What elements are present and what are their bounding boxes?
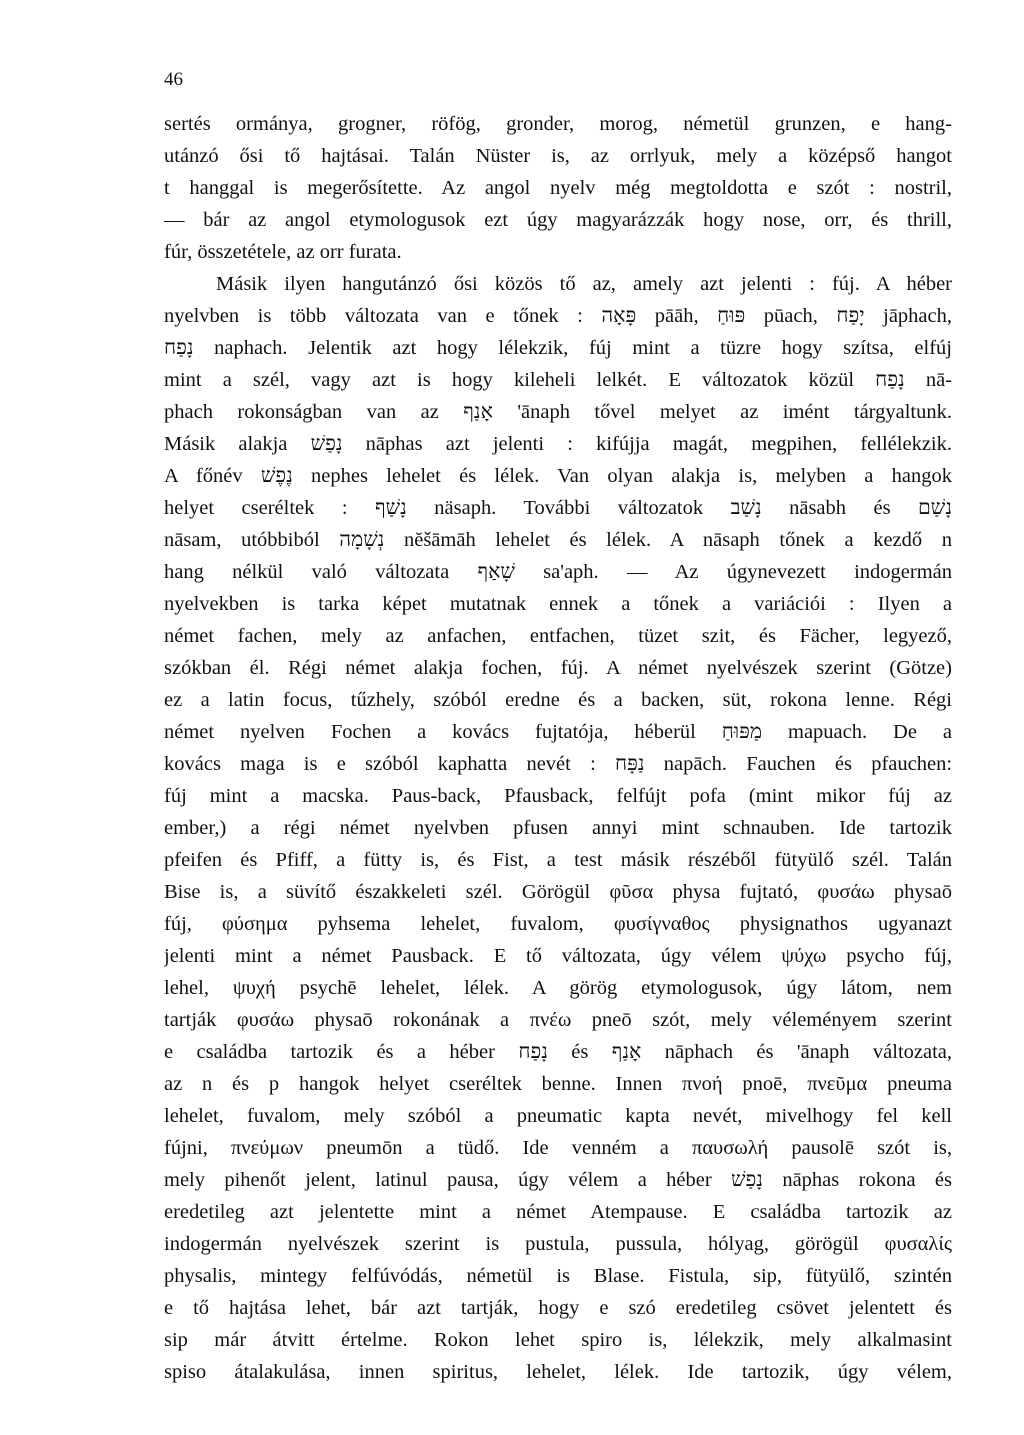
text-line: eredetileg azt jelentette mint a német Atempause. E családba tartozik az [164, 1201, 952, 1223]
text-line: nyelvekben is tarka képet mutatnak ennek a tőnek a variációi : Ilyen a [164, 593, 952, 615]
text-line: physalis, mintegy felfúvódás, németül is Blase. Fistula, sip, fütyülő, szintén [164, 1265, 952, 1287]
text-line: ez a latin focus, tűzhely, szóból eredne és a backen, süt, rokona lenne. Régi [164, 689, 952, 711]
text-line: német nyelven Fochen a kovács fujtatója, héberül מַפּוּחַ mapuach. De a [164, 721, 952, 743]
text-line: jelenti mint a német Pausback. E tő változata, úgy vélem ψύχω psycho fúj, [164, 945, 952, 967]
text-line: hang nélkül való változata שָׁאַף sa'aph. — Az úgynevezett indogermán [164, 561, 952, 583]
text-line: e családba tartozik és a héber נָפַח és אָנַף nāphach és 'ānaph változata, [164, 1041, 952, 1063]
text-line: sertés ormánya, grogner, röfög, gronder, morog, németül grunzen, e hang- [164, 113, 952, 135]
text-line: spiso átalakulása, innen spiritus, lehelet, lélek. Ide tartozik, úgy vélem, [164, 1361, 952, 1383]
text-line: fúr, összetétele, az orr furata. [164, 241, 402, 263]
text-line: mely pihenőt jelent, latinul pausa, úgy vélem a héber נָפַשׁ nāphas rokona és [164, 1169, 952, 1191]
text-line: nāsam, utóbbiból נְשָׁמָה nĕšāmāh lehelet és lélek. A nāsaph tőnek a kezdő n [164, 529, 952, 551]
text-line: נָפַח naphach. Jelentik azt hogy lélekzik, fúj mint a tüzre hogy szítsa, elfúj [164, 337, 952, 359]
text-line: fúj, φύσημα pyhsema lehelet, fuvalom, φυσίγναθος physignathos ugyanazt [164, 913, 952, 935]
text-line: ember,) a régi német nyelvben pfusen annyi mint schnauben. Ide tartozik [164, 817, 952, 839]
text-line: phach rokonságban van az אָנַף 'ānaph tővel melyet az imént tárgyaltunk. [164, 401, 952, 423]
text-line: helyet cseréltek : נָשַׁף näsaph. További változatok נָשַׁב nāsabh és נָשַׁם [164, 497, 952, 519]
text-line: német fachen, mely az anfachen, entfachen, tüzet szit, és Fächer, legyező, [164, 625, 952, 647]
text-line: Bise is, a süvítő északkeleti szél. Görögül φῦσα physa fujtató, φυσάω physaō [164, 881, 952, 903]
text-line: szókban él. Régi német alakja fochen, fúj. A német nyelvészek szerint (Götze) [164, 657, 952, 679]
text-line: lehel, ψυχή psychē lehelet, lélek. A görög etymologusok, úgy látom, nem [164, 977, 952, 999]
text-line: kovács maga is e szóból kaphatta nevét : נַפָּח napāch. Fauchen és pfauchen: [164, 753, 952, 775]
text-line: tartják φυσάω physaō rokonának a πνέω pneō szót, mely véleményem szerint [164, 1009, 952, 1031]
text-line: — bár az angol etymologusok ezt úgy magyarázzák hogy nose, orr, és thrill, [164, 209, 952, 231]
text-line: fúj mint a macska. Paus-back, Pfausback, felfújt pofa (mint mikor fúj az [164, 785, 952, 807]
text-line: sip már átvitt értelme. Rokon lehet spiro is, lélekzik, mely alkalmasint [164, 1329, 952, 1351]
text-line: mint a szél, vagy azt is hogy kileheli lelkét. E változatok közül נָפַח nā- [164, 369, 952, 391]
text-line: az n és p hangok helyet cseréltek benne. Innen πνοή pnoē, πνεῦμα pneuma [164, 1073, 952, 1095]
text-line: Másik alakja נָפַשׁ nāphas azt jelenti : kifújja magát, megpihen, fellélekzik. [164, 433, 952, 455]
text-line: fújni, πνεύμων pneumōn a tüdő. Ide venném a παυσωλή pausolē szót is, [164, 1137, 952, 1159]
text-line: pfeifen és Pfiff, a fütty is, és Fist, a test másik részéből fütyülő szél. Talán [164, 849, 952, 871]
text-line: e tő hajtása lehet, bár azt tartják, hogy e szó eredetileg csövet jelentett és [164, 1297, 952, 1319]
text-line: indogermán nyelvészek szerint is pustula, pussula, hólyag, görögül φυσαλίς [164, 1233, 952, 1255]
text-line: Másik ilyen hangutánzó ősi közös tő az, amely azt jelenti : fúj. A héber [216, 273, 952, 295]
text-line: A főnév נֶפֶשׁ nephes lehelet és lélek. Van olyan alakja is, melyben a hangok [164, 465, 952, 487]
text-line: utánzó ősi tő hajtásai. Talán Nüster is, az orrlyuk, mely a középső hangot [164, 145, 952, 167]
text-line: t hanggal is megerősítette. Az angol nyelv még megtoldotta e szót : nostril, [164, 177, 952, 199]
page-number: 46 [164, 69, 183, 90]
text-line: lehelet, fuvalom, mely szóból a pneumatic kapta nevét, mivelhogy fel kell [164, 1105, 952, 1127]
text-line: nyelvben is több változata van e tőnek : פָּאָה pāāh, פּוּחַ pūach, יָפַח jāphach, [164, 305, 952, 327]
